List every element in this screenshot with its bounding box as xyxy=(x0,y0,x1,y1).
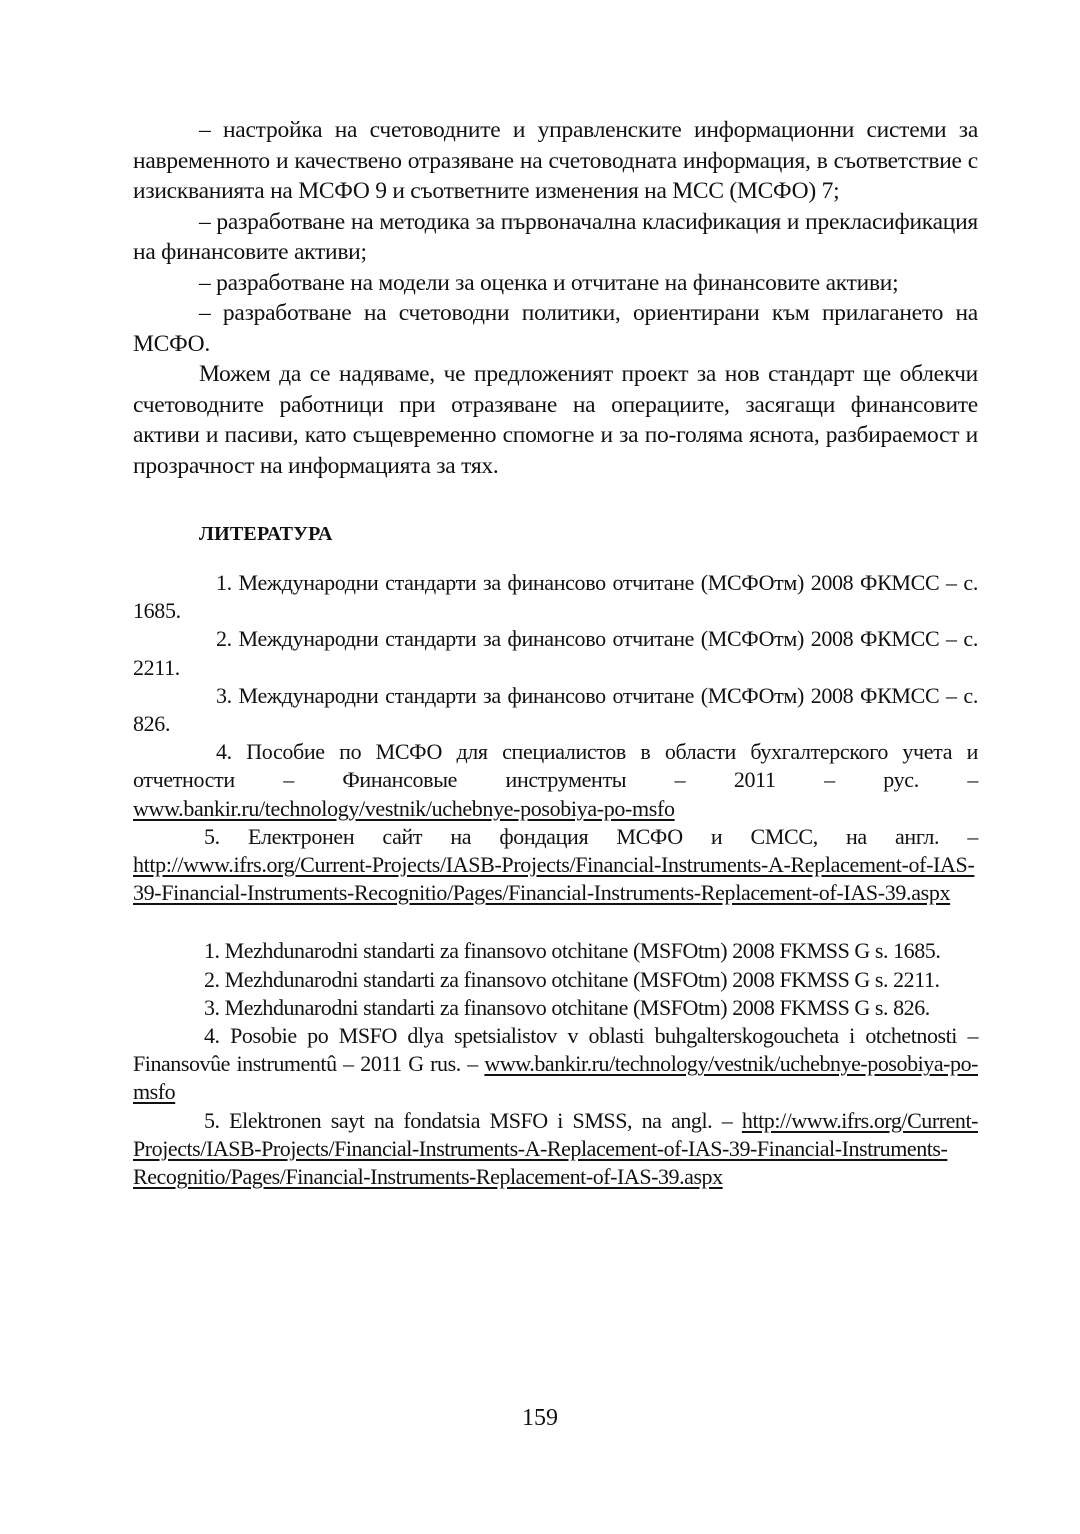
reference-text: 5. Електронен сайт на фондация МСФО и СМСС, на англ. – xyxy=(204,823,978,849)
reference-item xyxy=(133,823,978,908)
reference-text: 3. Международни стандарти за финансово отчитане (МСФОтм) 2008 ФКМСС – с. 826. xyxy=(133,682,978,737)
reference-item xyxy=(133,1107,978,1192)
reference-list-cyrillic xyxy=(133,569,978,907)
reference-item xyxy=(133,937,978,965)
body-text xyxy=(133,115,978,481)
reference-text: 5. Elektronen sayt na fondatsia MSFO i SMSS, na angl. – xyxy=(204,1107,742,1133)
reference-item xyxy=(133,625,978,681)
page-number: 159 xyxy=(522,1405,558,1431)
reference-link[interactable]: www.bankir.ru/technology/vestnik/uchebnye-posobiya-po-msfo xyxy=(133,1051,978,1105)
bullet-paragraph: – разработване на методика за първоначална класификация и прекласификация на финансовите активи; xyxy=(133,208,978,265)
reference-item xyxy=(133,966,978,994)
reference-text: 1. Международни стандарти за финансово отчитане (МСФОтм) 2008 ФКМСС – с. 1685. xyxy=(133,570,978,624)
reference-item xyxy=(133,682,978,738)
reference-list-transliterated xyxy=(133,937,978,1191)
reference-item xyxy=(133,569,978,625)
reference-item xyxy=(133,1022,978,1107)
reference-link[interactable]: www.bankir.ru/technology/vestnik/uchebnye-posobiya-po-msfo xyxy=(133,795,675,821)
reference-item xyxy=(133,994,978,1022)
reference-item xyxy=(133,738,978,823)
reference-text: 4. Posobie po MSFO dlya spetsialistov v oblasti buhgalterskogoucheta i otchetnosti – Finansovûe instrumentû – 2011 G rus. – xyxy=(133,1023,978,1077)
bullet-paragraph: – разработване на модели за оценка и отчитане на финансовите активи; xyxy=(199,269,899,296)
reference-text: 3. Mezhdunarodni standarti za finansovo otchitane (MSFOtm) 2008 FKMSS G s. 826. xyxy=(204,994,930,1020)
reference-text: 1. Mezhdunarodni standarti za finansovo otchitane (MSFOtm) 2008 FKMSS G s. 1685. xyxy=(204,938,941,964)
reference-text: 2. Mezhdunarodni standarti za finansovo otchitane (MSFOtm) 2008 FKMSS G s. 2211. xyxy=(204,966,940,992)
conclusion-paragraph: Можем да се надяваме, че предложеният проект за нов стандарт ще облекчи счетоводните работници при отразяване на операциите, засягащи финансовите активи и пасиви, като същевременно спомогне и за по-голяма яснота, разбираемост и прозрачност на информацията за тях. xyxy=(133,361,978,479)
bullet-paragraph: – разработване на счетоводни политики, ориентирани към прилагането на МСФО. xyxy=(133,300,978,357)
literature-heading: ЛИТЕРАТУРА xyxy=(199,523,333,545)
reference-text: 2. Международни стандарти за финансово отчитане (МСФОтм) 2008 ФКМСС – с. 2211. xyxy=(133,626,978,680)
reference-text: 4. Пособие по МСФО для специалистов в области бухгалтерского учета и отчетности – Финансовые инструменты – 2011 – рус. – xyxy=(133,739,978,793)
bullet-paragraph: – настройка на счетоводните и управленските информационни системи за навременното и качествено отразяване на счетоводната информация, в съответствие с изискванията на МСФО 9 и съответните изменения на МСС (МСФО) 7; xyxy=(133,117,978,204)
reference-link[interactable]: http://www.ifrs.org/Current-Projects/IASB-Projects/Financial-Instruments-A-Replacement-of-IAS-39-Financial-Instruments-Recognitio/Pages/Financial-Instruments-Replacement-of-IAS-39.aspx xyxy=(133,852,975,906)
reference-link[interactable]: http://www.ifrs.org/Current-Projects/IASB-Projects/Financial-Instruments-A-Replacement-of-IAS-39-Financial-Instruments-Recognitio/Pages/Financial-Instruments-Replacement-of-IAS-39.aspx xyxy=(133,1107,978,1190)
page-content xyxy=(133,115,978,1191)
